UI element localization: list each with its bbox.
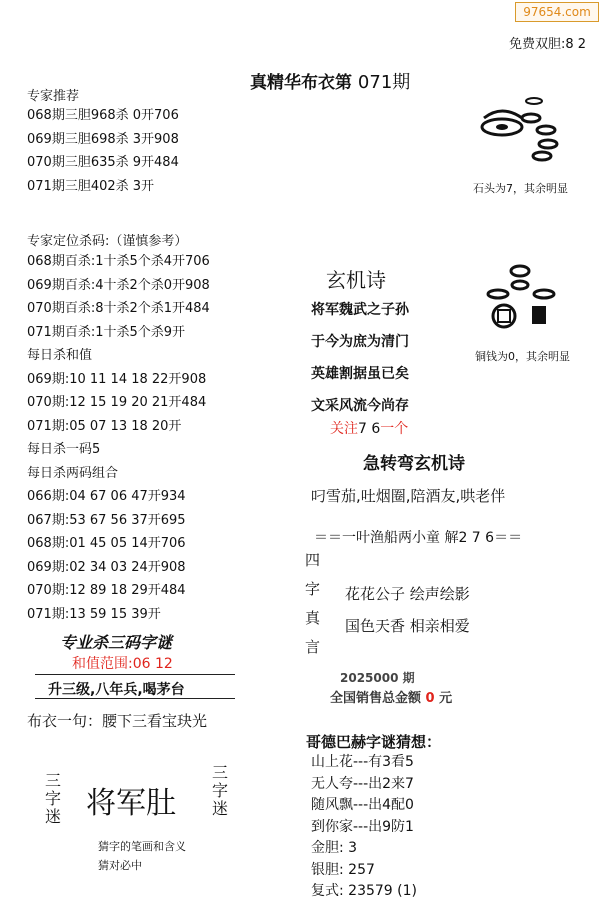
char: 真 [305, 609, 321, 627]
list-item: 068期三胆968杀 0开706 [27, 108, 179, 123]
goedel-title: 哥德巴赫字谜猜想： [306, 733, 442, 751]
list-item: 071期:05 07 13 18 20开 [27, 418, 182, 434]
fisher-line: ＝＝一叶渔船两小童 解2 7 6＝＝ [314, 530, 523, 546]
expert-list [27, 104, 179, 198]
follow-nums: 7 6 [358, 421, 381, 437]
riddle-word: 将军肚 [86, 786, 176, 821]
poem-block [311, 294, 409, 422]
list-item: 070期百杀:8十杀2个杀1开484 [27, 301, 210, 316]
sales-label: 全国销售总金额 [330, 691, 422, 706]
site-watermark: 97654.com [515, 2, 599, 22]
riddle-right-label: 三字迷 [211, 763, 228, 818]
idioms-1: 花花公子 绘声绘影 [345, 585, 470, 603]
riddle-left-label: 三字迷 [44, 771, 61, 826]
follow-suffix: 一个 [380, 421, 409, 437]
list-item: 070期:12 15 19 20 21开484 [27, 395, 207, 410]
char: 四 [305, 551, 321, 569]
idioms-2: 国色天香 相亲相爱 [345, 617, 470, 635]
page-title [250, 68, 410, 94]
sales-line [330, 687, 452, 706]
char: 言 [305, 638, 321, 656]
list-item: 山上花---有3看5 [311, 754, 414, 770]
poem-line: 将军魏武之子孙 [311, 302, 409, 318]
list-item: 066期:04 67 06 47开934 [27, 489, 186, 504]
poem-line: 英雄割据虽已矣 [311, 366, 409, 382]
list-item: 069期:10 11 14 18 22开908 [27, 371, 207, 387]
char: 字 [305, 580, 321, 598]
kill-one: 每日杀一码5 [27, 442, 101, 457]
list-item: 无人夸---出2来7 [311, 775, 414, 792]
list-item: 068期:01 45 05 14开706 [27, 536, 186, 551]
hint-2: 猜对必中 [98, 859, 142, 872]
list-item: 070期三胆635杀 9开484 [27, 155, 179, 170]
position-header: 专家定位杀码:（谨慎参考） [27, 234, 188, 249]
turn-title: 急转弯玄机诗 [363, 454, 465, 474]
expert-header: 专家推荐 [27, 89, 80, 104]
sales-issue: 2025000 期 [340, 671, 415, 685]
list-item: 071期:13 59 15 39开 [27, 606, 161, 622]
list-item: 银胆: 257 [311, 861, 375, 878]
goedel-list [311, 752, 417, 903]
turn-line: 叼雪茄,吐烟圈,陪酒友,哄老伴 [311, 487, 506, 505]
list-item: 069期三胆698杀 3开908 [27, 131, 179, 147]
sum-header: 每日杀和值 [27, 348, 93, 363]
stone-drawing [476, 96, 586, 176]
title-main: 真精华布衣第 [250, 73, 352, 93]
poem-line: 于今为庶为清门 [311, 334, 409, 350]
position-list [27, 250, 210, 626]
hint-1: 猜字的笔画和含义 [98, 840, 186, 853]
four-chars [305, 546, 325, 662]
list-item: 067期:53 67 56 37开695 [27, 512, 186, 528]
list-item: 金胆: 3 [311, 840, 358, 856]
coin-drawing [482, 258, 562, 338]
buyi-line: 布衣一句：腰下三看宝玦光 [27, 712, 208, 730]
list-item: 069期百杀:4十杀2个杀0开908 [27, 277, 210, 293]
title-issue: 071期 [357, 72, 411, 93]
free-double: 免费双胆:8 2 [509, 37, 587, 52]
kill-two-header: 每日杀两码组合 [27, 465, 119, 481]
poem-title: 玄机诗 [326, 268, 386, 292]
coin-caption: 铜钱为0，其余明显 [475, 350, 570, 363]
list-item: 复式: 23579 (1) [311, 883, 417, 899]
stone-caption: 石头为7，其余明显 [473, 182, 568, 195]
list-item: 随风飘---出4配0 [311, 797, 414, 813]
sales-unit: 元 [439, 691, 453, 706]
list-item: 068期百杀:1十杀5个杀4开706 [27, 254, 210, 269]
list-item: 069期:02 34 03 24开908 [27, 559, 186, 575]
list-item: 到你家---出9防1 [311, 818, 414, 835]
poem-line: 文采风流今尚存 [311, 398, 409, 414]
list-item: 070期:12 89 18 29开484 [27, 583, 186, 598]
riddle-phrase: 升三级,八年兵,喝茅台 [48, 682, 185, 698]
pro-riddle-heading: 专业杀三码字谜 [60, 633, 173, 652]
follow-line [330, 418, 408, 438]
list-item: 071期百杀:1十杀5个杀9开 [27, 324, 186, 340]
sales-value: 0 [425, 691, 435, 706]
list-item: 071期三胆402杀 3开 [27, 178, 155, 194]
sum-range: 和值范围:06 12 [72, 656, 173, 672]
follow-prefix: 关注 [330, 421, 358, 437]
